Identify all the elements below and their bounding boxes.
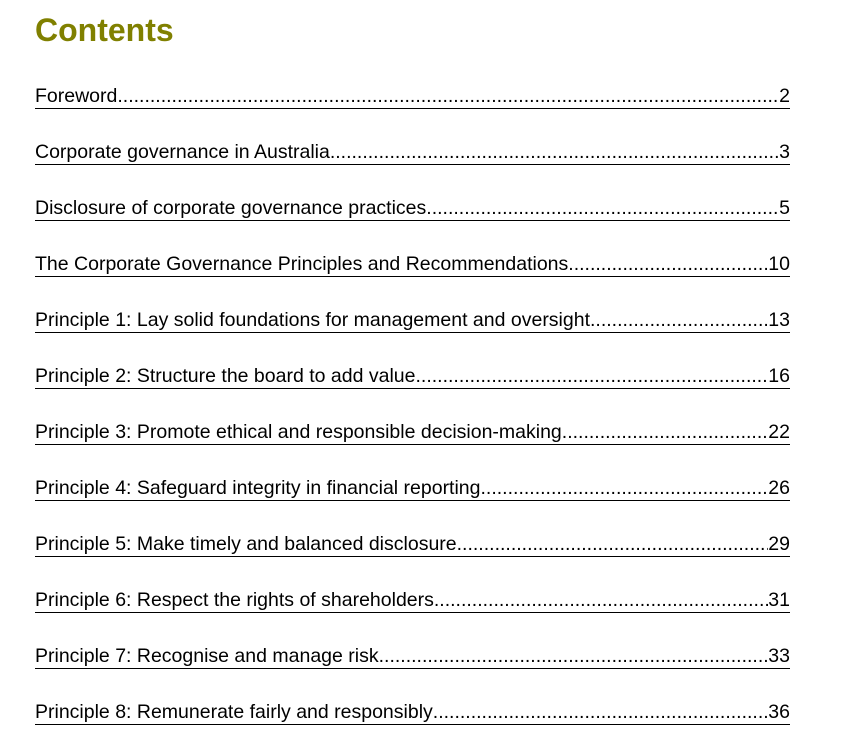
toc-entry-principle-2[interactable] bbox=[35, 363, 790, 389]
toc-entry-corporate-governance-in-australia[interactable] bbox=[35, 139, 790, 165]
toc-entry-label: Principle 2: Structure the board to add value bbox=[35, 365, 416, 387]
toc-entry-principle-7[interactable] bbox=[35, 643, 790, 669]
toc-entry-label: The Corporate Governance Principles and Recommendations bbox=[35, 253, 569, 275]
toc-entry-foreword[interactable] bbox=[35, 83, 790, 109]
toc-entry-label: Principle 5: Make timely and balanced disclosure bbox=[35, 533, 457, 555]
table-of-contents bbox=[35, 83, 790, 755]
toc-entry-label: Foreword bbox=[35, 85, 118, 107]
toc-entry-page: 10 bbox=[768, 253, 790, 275]
toc-entry-label: Corporate governance in Australia bbox=[35, 141, 330, 163]
toc-entry-page: 29 bbox=[768, 533, 790, 555]
toc-entry-principle-8[interactable] bbox=[35, 699, 790, 725]
toc-leader-dots bbox=[562, 421, 769, 444]
page-title: Contents bbox=[35, 12, 174, 48]
toc-entry-page: 36 bbox=[768, 701, 790, 723]
toc-entry-label: Principle 1: Lay solid foundations for management and oversight bbox=[35, 309, 590, 331]
toc-leader-dots bbox=[330, 141, 779, 164]
toc-entry-label: Principle 7: Recognise and manage risk bbox=[35, 645, 379, 667]
toc-leader-dots bbox=[415, 365, 768, 388]
toc-entry-principle-3[interactable] bbox=[35, 419, 790, 445]
toc-leader-dots bbox=[379, 645, 769, 668]
toc-entry-label: Principle 6: Respect the rights of shareholders bbox=[35, 589, 434, 611]
toc-entry-page: 13 bbox=[768, 309, 790, 331]
toc-leader-dots bbox=[433, 701, 769, 724]
toc-entry-page: 22 bbox=[768, 421, 790, 443]
toc-entry-page: 33 bbox=[768, 645, 790, 667]
toc-entry-principle-1[interactable] bbox=[35, 307, 790, 333]
toc-entry-principle-5[interactable] bbox=[35, 531, 790, 557]
toc-leader-dots bbox=[568, 253, 768, 276]
toc-entry-page: 26 bbox=[768, 477, 790, 499]
toc-entry-principle-6[interactable] bbox=[35, 587, 790, 613]
toc-entry-principle-4[interactable] bbox=[35, 475, 790, 501]
toc-entry-page: 3 bbox=[779, 141, 790, 163]
toc-entry-page: 16 bbox=[768, 365, 790, 387]
toc-entry-label: Disclosure of corporate governance practices bbox=[35, 197, 427, 219]
toc-entry-label: Principle 8: Remunerate fairly and responsibly bbox=[35, 701, 433, 723]
toc-entry-principles-and-recommendations[interactable] bbox=[35, 251, 790, 277]
toc-entry-label: Principle 3: Promote ethical and responsible decision-making bbox=[35, 421, 562, 443]
toc-leader-dots bbox=[434, 589, 768, 612]
toc-entry-page: 31 bbox=[768, 589, 790, 611]
toc-leader-dots bbox=[117, 85, 779, 108]
toc-leader-dots bbox=[481, 477, 769, 500]
toc-entry-page: 5 bbox=[779, 197, 790, 219]
toc-leader-dots bbox=[426, 197, 779, 220]
toc-leader-dots bbox=[457, 533, 769, 556]
toc-entry-page: 2 bbox=[779, 85, 790, 107]
toc-entry-label: Principle 4: Safeguard integrity in financial reporting bbox=[35, 477, 481, 499]
toc-leader-dots bbox=[590, 309, 768, 332]
toc-entry-disclosure[interactable] bbox=[35, 195, 790, 221]
